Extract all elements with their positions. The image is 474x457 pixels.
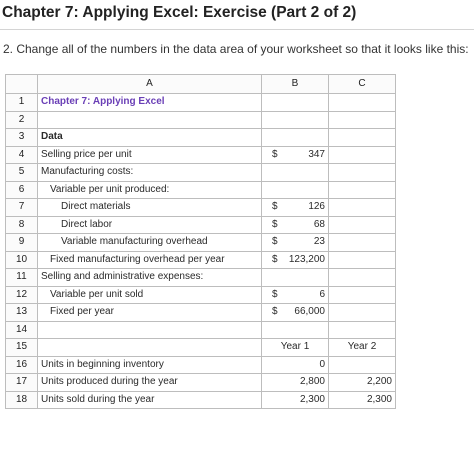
cell-c6[interactable]	[329, 181, 396, 199]
currency-symbol: $	[272, 288, 278, 300]
row-number[interactable]: 4	[6, 146, 38, 164]
row-number[interactable]: 8	[6, 216, 38, 234]
cell-a8[interactable]: Direct labor	[38, 216, 262, 234]
cell-value: 23	[313, 236, 325, 248]
table-row	[6, 286, 396, 304]
cell-b5[interactable]	[262, 164, 329, 182]
cell-b10[interactable]	[262, 251, 329, 269]
cell-value: 68	[313, 218, 325, 230]
cell-c8[interactable]	[329, 216, 396, 234]
cell-b16[interactable]	[262, 356, 329, 374]
worksheet-grid	[5, 74, 396, 409]
cell-c11[interactable]	[329, 269, 396, 287]
table-row	[6, 199, 396, 217]
select-all-corner[interactable]	[6, 75, 38, 94]
column-header-row	[6, 75, 396, 94]
cell-c4[interactable]	[329, 146, 396, 164]
row-number[interactable]: 6	[6, 181, 38, 199]
cell-a2[interactable]	[38, 111, 262, 129]
cell-value: 6	[319, 288, 325, 300]
cell-value: 0	[319, 358, 325, 370]
row-number[interactable]: 13	[6, 304, 38, 322]
cell-a3[interactable]: Data	[38, 129, 262, 147]
cell-a14[interactable]	[38, 321, 262, 339]
row-number[interactable]: 5	[6, 164, 38, 182]
cell-b13[interactable]	[262, 304, 329, 322]
cell-value: 66,000	[294, 306, 325, 318]
cell-c1[interactable]	[329, 94, 396, 112]
cell-b7[interactable]	[262, 199, 329, 217]
cell-b2[interactable]	[262, 111, 329, 129]
cell-c13[interactable]	[329, 304, 396, 322]
row-number[interactable]: 17	[6, 374, 38, 392]
cell-value: 123,200	[288, 253, 325, 265]
row-number[interactable]: 11	[6, 269, 38, 287]
table-row	[6, 391, 396, 409]
currency-symbol: $	[272, 236, 278, 247]
cell-b6[interactable]	[262, 181, 329, 199]
currency-symbol: $	[272, 148, 278, 160]
row-number[interactable]: 1	[6, 94, 38, 112]
cell-b9[interactable]	[262, 234, 329, 252]
cell-a13[interactable]: Fixed per year	[38, 304, 262, 322]
row-number[interactable]: 18	[6, 391, 38, 409]
cell-value: 2,300	[299, 393, 325, 405]
cell-a4[interactable]: Selling price per unit	[38, 146, 262, 164]
row-number[interactable]: 2	[6, 111, 38, 129]
table-row	[6, 304, 396, 322]
cell-c2[interactable]	[329, 111, 396, 129]
row-number[interactable]: 9	[6, 234, 38, 252]
cell-a11[interactable]: Selling and administrative expenses:	[38, 269, 262, 287]
cell-a17[interactable]: Units produced during the year	[38, 374, 262, 392]
page-title: Chapter 7: Applying Excel: Exercise (Part 2 of 2)	[2, 4, 357, 21]
cell-b18[interactable]	[262, 391, 329, 409]
row-number[interactable]: 10	[6, 251, 38, 269]
cell-c12[interactable]	[329, 286, 396, 304]
cell-c7[interactable]	[329, 199, 396, 217]
cell-b11[interactable]	[262, 269, 329, 287]
title-divider	[0, 29, 474, 30]
cell-c18[interactable]: 2,300	[329, 391, 396, 409]
currency-symbol: $	[272, 253, 278, 265]
table-row	[6, 339, 396, 357]
row-number[interactable]: 12	[6, 286, 38, 304]
cell-c17[interactable]: 2,200	[329, 374, 396, 392]
cell-c15[interactable]: Year 2	[329, 339, 396, 357]
cell-b8[interactable]	[262, 216, 329, 234]
table-row	[6, 321, 396, 339]
table-row	[6, 216, 396, 234]
cell-a10[interactable]: Fixed manufacturing overhead per year	[38, 251, 262, 269]
table-row	[6, 129, 396, 147]
row-number[interactable]: 15	[6, 339, 38, 357]
table-row	[6, 111, 396, 129]
cell-c5[interactable]	[329, 164, 396, 182]
table-row	[6, 251, 396, 269]
row-number[interactable]: 14	[6, 321, 38, 339]
table-row	[6, 234, 396, 252]
table-row	[6, 146, 396, 164]
cell-b3[interactable]	[262, 129, 329, 147]
row-number[interactable]: 3	[6, 129, 38, 147]
cell-b15[interactable]: Year 1	[262, 339, 329, 357]
cell-c9[interactable]	[329, 234, 396, 252]
table-row	[6, 94, 396, 112]
cell-b4[interactable]	[262, 146, 329, 164]
cell-a1[interactable]: Chapter 7: Applying Excel	[38, 94, 262, 112]
cell-c16[interactable]	[329, 356, 396, 374]
cell-a6[interactable]: Variable per unit produced:	[38, 181, 262, 199]
cell-c3[interactable]	[329, 129, 396, 147]
table-row	[6, 269, 396, 287]
spreadsheet	[5, 74, 396, 409]
cell-a18[interactable]: Units sold during the year	[38, 391, 262, 409]
cell-b14[interactable]	[262, 321, 329, 339]
row-number[interactable]: 7	[6, 199, 38, 217]
table-row	[6, 356, 396, 374]
instruction-text: 2. Change all of the numbers in the data area of your worksheet so that it looks like this:	[3, 42, 469, 56]
cell-value: 126	[308, 201, 325, 213]
table-row	[6, 181, 396, 199]
cell-c14[interactable]	[329, 321, 396, 339]
cell-b1[interactable]	[262, 94, 329, 112]
currency-symbol: $	[272, 218, 278, 230]
column-header-b[interactable]: B	[262, 75, 329, 94]
cell-value: 347	[308, 148, 325, 160]
cell-a16[interactable]: Units in beginning inventory	[38, 356, 262, 374]
table-row	[6, 164, 396, 182]
column-header-c[interactable]: C	[329, 75, 396, 94]
table-row	[6, 374, 396, 392]
cell-a9[interactable]: Variable manufacturing overhead	[38, 234, 262, 252]
cell-c10[interactable]	[329, 251, 396, 269]
cell-b17[interactable]	[262, 374, 329, 392]
currency-symbol: $	[272, 201, 278, 212]
cell-a15[interactable]	[38, 339, 262, 357]
cell-a5[interactable]: Manufacturing costs:	[38, 164, 262, 182]
cell-value: 2,800	[299, 376, 325, 388]
cell-a7[interactable]: Direct materials	[38, 199, 262, 217]
column-header-a[interactable]: A	[38, 75, 262, 94]
cell-b12[interactable]	[262, 286, 329, 304]
row-number[interactable]: 16	[6, 356, 38, 374]
currency-symbol: $	[272, 306, 278, 317]
cell-a12[interactable]: Variable per unit sold	[38, 286, 262, 304]
